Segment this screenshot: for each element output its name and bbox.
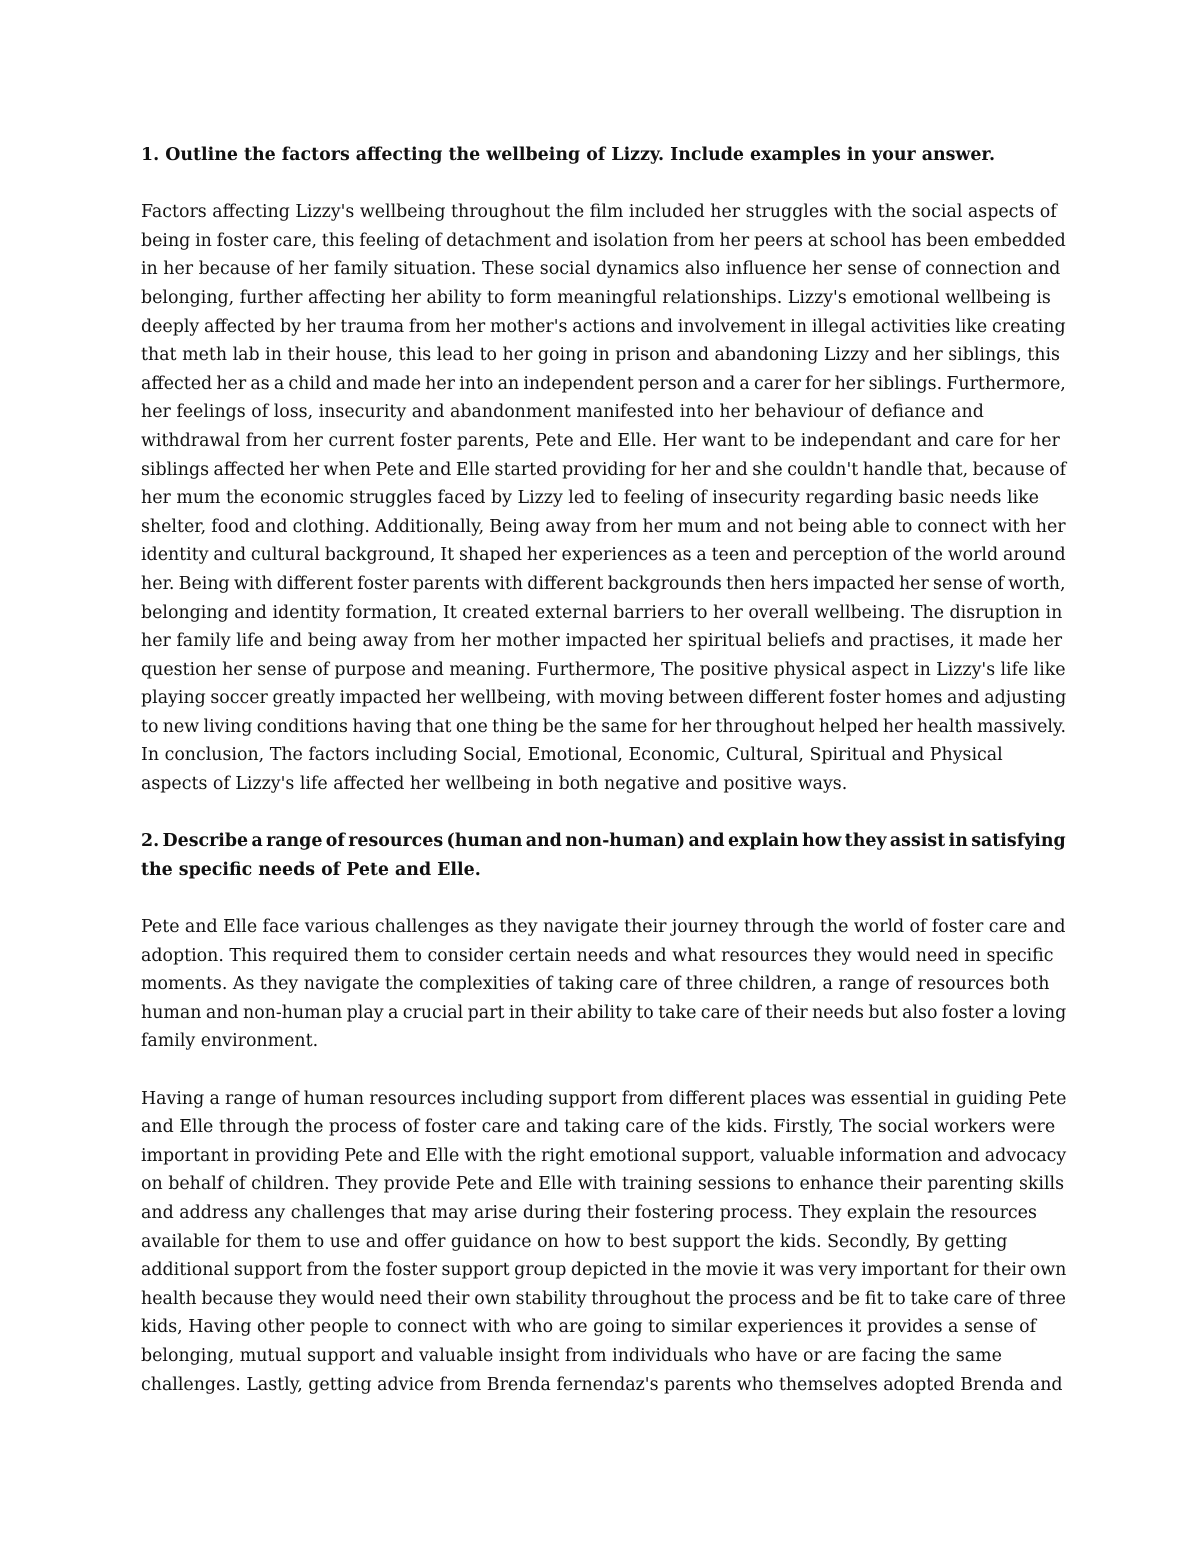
text-line: in her because of her family situation. These social dynamics also influence her sense of connection and xyxy=(141,259,1061,280)
text-line: question her sense of purpose and meaning. Furthermore, The positive physical aspect in Lizzy's life like xyxy=(141,659,1066,680)
text-line: available for them to use and offer guidance on how to best support the kids. Secondly, By getting xyxy=(141,1231,1008,1252)
question-2-heading xyxy=(141,827,1066,884)
text-line: to new living conditions having that one thing be the same for her throughout helped her health massively. xyxy=(141,716,1066,737)
paragraph-gap xyxy=(141,884,1066,913)
heading-line: 2. Describe a range of resources (human and non-human) and explain how they assist in satisfying xyxy=(141,831,1066,852)
text-line: and Elle through the process of foster care and taking care of the kids. Firstly, The social workers were xyxy=(141,1117,1056,1138)
text-line: being in foster care, this feeling of detachment and isolation from her peers at school has been embedded xyxy=(141,230,1066,251)
text-line: and address any challenges that may arise during their fostering process. They explain the resources xyxy=(141,1202,1037,1223)
text-line: kids, Having other people to connect with who are going to similar experiences it provides a sense of xyxy=(141,1317,1037,1338)
question-1-answer xyxy=(141,198,1066,798)
paragraph-gap xyxy=(141,799,1066,828)
text-line: her. Being with different foster parents with different backgrounds then hers impacted her sense of worth, xyxy=(141,573,1066,594)
text-line: playing soccer greatly impacted her wellbeing, with moving between different foster homes and adjusting xyxy=(141,688,1067,709)
text-line: moments. As they navigate the complexities of taking care of three children, a range of resources both xyxy=(141,974,1050,995)
question-2-answer-paragraph-2 xyxy=(141,1085,1066,1400)
text-line: health because they would need their own stability throughout the process and be fit to take care of three xyxy=(141,1288,1066,1309)
text-line: shelter, food and clothing. Additionally, Being away from her mum and not being able to connect with her xyxy=(141,516,1066,537)
document-page xyxy=(141,141,1066,1399)
text-line: affected her as a child and made her into an independent person and a carer for her siblings. Furthermore, xyxy=(141,373,1066,394)
question-1-heading xyxy=(141,141,1066,170)
text-line: adoption. This required them to consider certain needs and what resources they would need in specific xyxy=(141,945,1054,966)
text-line: deeply affected by her trauma from her mother's actions and involvement in illegal activities like creating xyxy=(141,316,1066,337)
text-line: her feelings of loss, insecurity and abandonment manifested into her behaviour of defiance and xyxy=(141,402,984,423)
text-line: belonging, further affecting her ability to form meaningful relationships. Lizzy's emotional wellbeing is xyxy=(141,287,1051,308)
text-line: aspects of Lizzy's life affected her wellbeing in both negative and positive ways. xyxy=(141,774,848,795)
text-line: In conclusion, The factors including Social, Emotional, Economic, Cultural, Spiritual and Physical xyxy=(141,745,1003,766)
heading-line: the specific needs of Pete and Elle. xyxy=(141,859,481,880)
text-line: belonging and identity formation, It created external barriers to her overall wellbeing. The disruption in xyxy=(141,602,1063,623)
text-line: human and non-human play a crucial part in their ability to take care of their needs but also foster a loving xyxy=(141,1002,1067,1023)
text-line: her mum the economic struggles faced by Lizzy led to feeling of insecurity regarding basic needs like xyxy=(141,488,1039,509)
text-line: that meth lab in their house, this lead to her going in prison and abandoning Lizzy and her siblings, this xyxy=(141,345,1060,366)
paragraph-gap xyxy=(141,170,1066,199)
text-line: withdrawal from her current foster parents, Pete and Elle. Her want to be independant and care for her xyxy=(141,430,1060,451)
text-line: Factors affecting Lizzy's wellbeing throughout the film included her struggles with the social aspects of xyxy=(141,202,1057,223)
paragraph-gap xyxy=(141,1056,1066,1085)
text-line: belonging, mutual support and valuable insight from individuals who have or are facing the same xyxy=(141,1345,1002,1366)
text-line: family environment. xyxy=(141,1031,319,1052)
text-line: Pete and Elle face various challenges as they navigate their journey through the world of foster care and xyxy=(141,917,1066,938)
text-line: siblings affected her when Pete and Elle started providing for her and she couldn't handle that, because of xyxy=(141,459,1067,480)
text-line: important in providing Pete and Elle with the right emotional support, valuable information and advocacy xyxy=(141,1145,1067,1166)
question-2-answer-paragraph-1 xyxy=(141,913,1066,1056)
text-line: her family life and being away from her mother impacted her spiritual beliefs and practises, it made her xyxy=(141,631,1063,652)
text-line: Having a range of human resources including support from different places was essential in guiding Pete xyxy=(141,1088,1067,1109)
heading-line: 1. Outline the factors affecting the wellbeing of Lizzy. Include examples in your answer. xyxy=(141,145,996,165)
text-line: challenges. Lastly, getting advice from Brenda fernendaz's parents who themselves adopted Brenda and xyxy=(141,1374,1063,1395)
text-line: on behalf of children. They provide Pete and Elle with training sessions to enhance their parenting skills xyxy=(141,1174,1065,1195)
text-line: identity and cultural background, It shaped her experiences as a teen and perception of the world around xyxy=(141,545,1066,566)
text-line: additional support from the foster support group depicted in the movie it was very important for their own xyxy=(141,1260,1067,1281)
